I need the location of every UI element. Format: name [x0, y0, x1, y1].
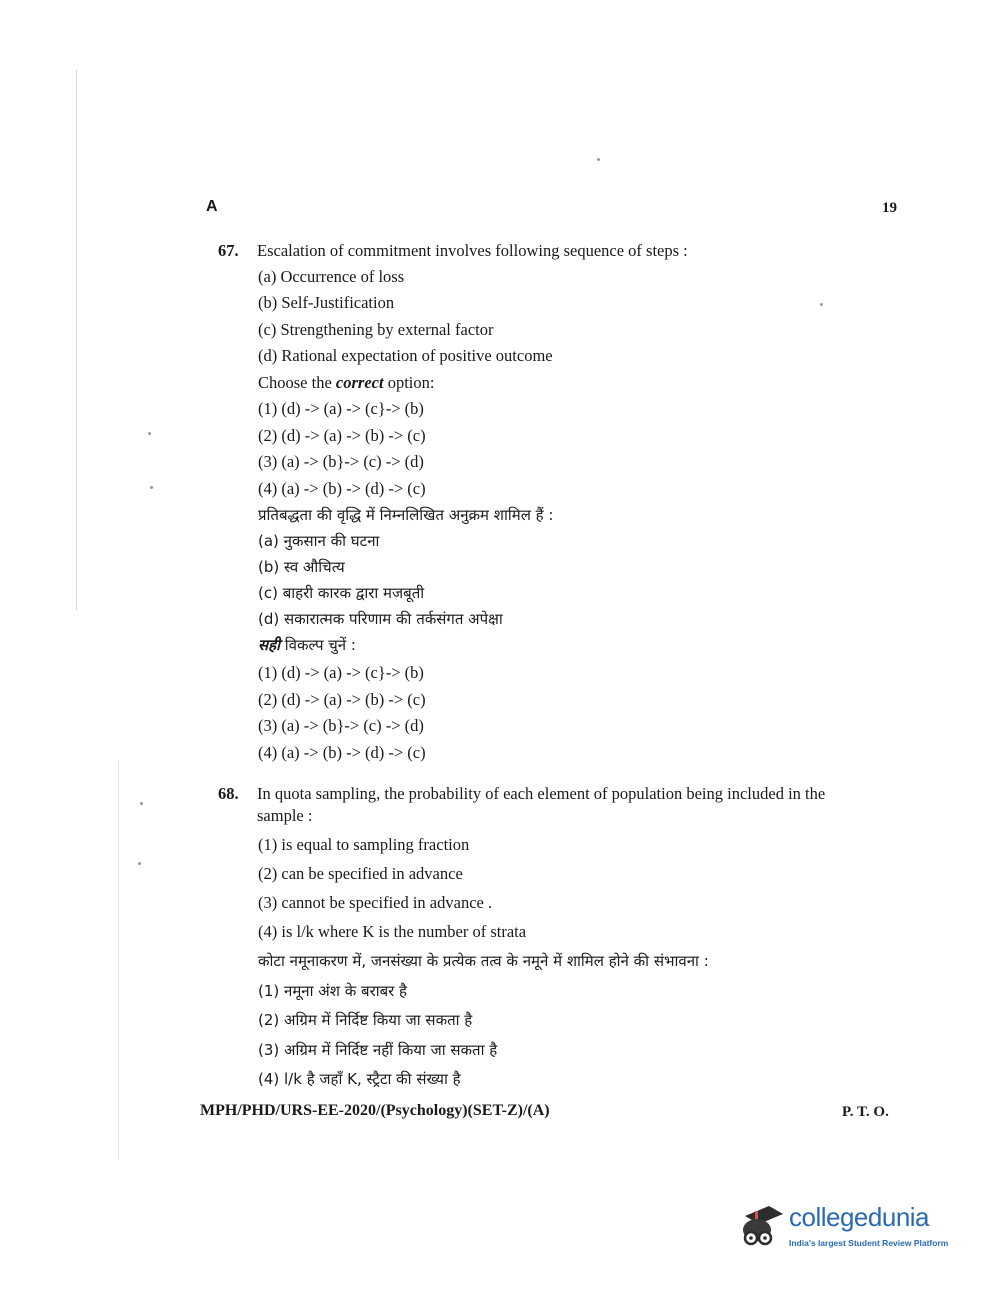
hindi-question-text: कोटा नमूनाकरण में, जनसंख्या के प्रत्येक तत्व के नमूने में शामिल होने की संभावना : [258, 952, 709, 970]
instruction-prefix: Choose the [258, 373, 336, 392]
hindi-option-2: (2) (d) -> (a) -> (b) -> (c) [258, 690, 426, 709]
series-label: A [206, 198, 218, 215]
scan-speck [820, 303, 823, 306]
paper-code: MPH/PHD/URS-EE-2020/(Psychology)(SET-Z)/(A) [200, 1102, 550, 1119]
question-number: 67. [218, 241, 239, 260]
hindi-option-2: (2) अग्रिम में निर्दिष्ट किया जा सकता है [258, 1011, 473, 1029]
step-a: (a) Occurrence of loss [258, 267, 405, 286]
hindi-step-d: (d) सकारात्मक परिणाम की तर्कसंगत अपेक्षा [258, 610, 503, 628]
option-1: (1) is equal to sampling fraction [258, 835, 470, 854]
hindi-step-c: (c) बाहरी कारक द्वारा मजबूती [258, 584, 425, 602]
question-text-line1: In quota sampling, the probability of each element of population being included in the [257, 784, 826, 803]
step-d: (d) Rational expectation of positive outcome [258, 346, 553, 365]
scan-edge-line [76, 70, 77, 610]
brand-tagline: India's largest Student Review Platform [789, 1238, 949, 1248]
question-number: 68. [218, 784, 239, 803]
hindi-option-3: (3) अग्रिम में निर्दिष्ट नहीं किया जा सकता है [258, 1041, 498, 1059]
instruction-suffix: option: [383, 373, 435, 392]
step-b: (b) Self-Justification [258, 293, 395, 312]
hindi-instruction-emphasis: सही [258, 636, 280, 654]
pto-label: P. T. O. [842, 1104, 889, 1120]
hindi-step-b: (b) स्व औचित्य [258, 558, 345, 576]
collegedunia-watermark [735, 1198, 965, 1258]
hindi-step-a: (a) नुकसान की घटना [258, 532, 380, 550]
scan-speck [148, 432, 151, 435]
option-4: (4) is l/k where K is the number of strata [258, 922, 527, 941]
scan-speck [597, 158, 600, 161]
instruction [258, 373, 434, 393]
hindi-question-text: प्रतिबद्धता की वृद्धि में निम्नलिखित अनुक्रम शामिल हैं : [258, 506, 554, 524]
option-3: (3) (a) -> (b}-> (c) -> (d) [258, 452, 424, 471]
hindi-option-4: (4) l/k है जहाँ K, स्ट्रैटा की संख्या है [258, 1070, 461, 1088]
scan-speck [138, 862, 141, 865]
option-2: (2) (d) -> (a) -> (b) -> (c) [258, 426, 426, 445]
option-2: (2) can be specified in advance [258, 864, 463, 883]
brand-name: collegedunia [789, 1202, 930, 1232]
page-number: 19 [882, 200, 897, 216]
hindi-option-4: (4) (a) -> (b) -> (d) -> (c) [258, 743, 426, 762]
question-text-line2: sample : [257, 806, 313, 825]
question-text: Escalation of commitment involves following sequence of steps : [257, 241, 688, 260]
instruction-emphasis: correct [335, 373, 384, 392]
scan-speck [150, 486, 153, 489]
option-3: (3) cannot be specified in advance . [258, 893, 493, 912]
scan-edge-line [118, 760, 119, 1160]
option-1: (1) (d) -> (a) -> (c}-> (b) [258, 399, 424, 418]
hindi-option-1: (1) (d) -> (a) -> (c}-> (b) [258, 663, 424, 682]
step-c: (c) Strengthening by external factor [258, 320, 494, 339]
mascot-logo-icon [735, 1200, 787, 1252]
scan-speck [140, 802, 143, 805]
hindi-instruction [258, 635, 356, 655]
hindi-option-1: (1) नमूना अंश के बराबर है [258, 982, 408, 1000]
hindi-option-3: (3) (a) -> (b}-> (c) -> (d) [258, 716, 424, 735]
hindi-instruction-suffix: विकल्प चुनें : [280, 636, 356, 654]
option-4: (4) (a) -> (b) -> (d) -> (c) [258, 479, 426, 498]
